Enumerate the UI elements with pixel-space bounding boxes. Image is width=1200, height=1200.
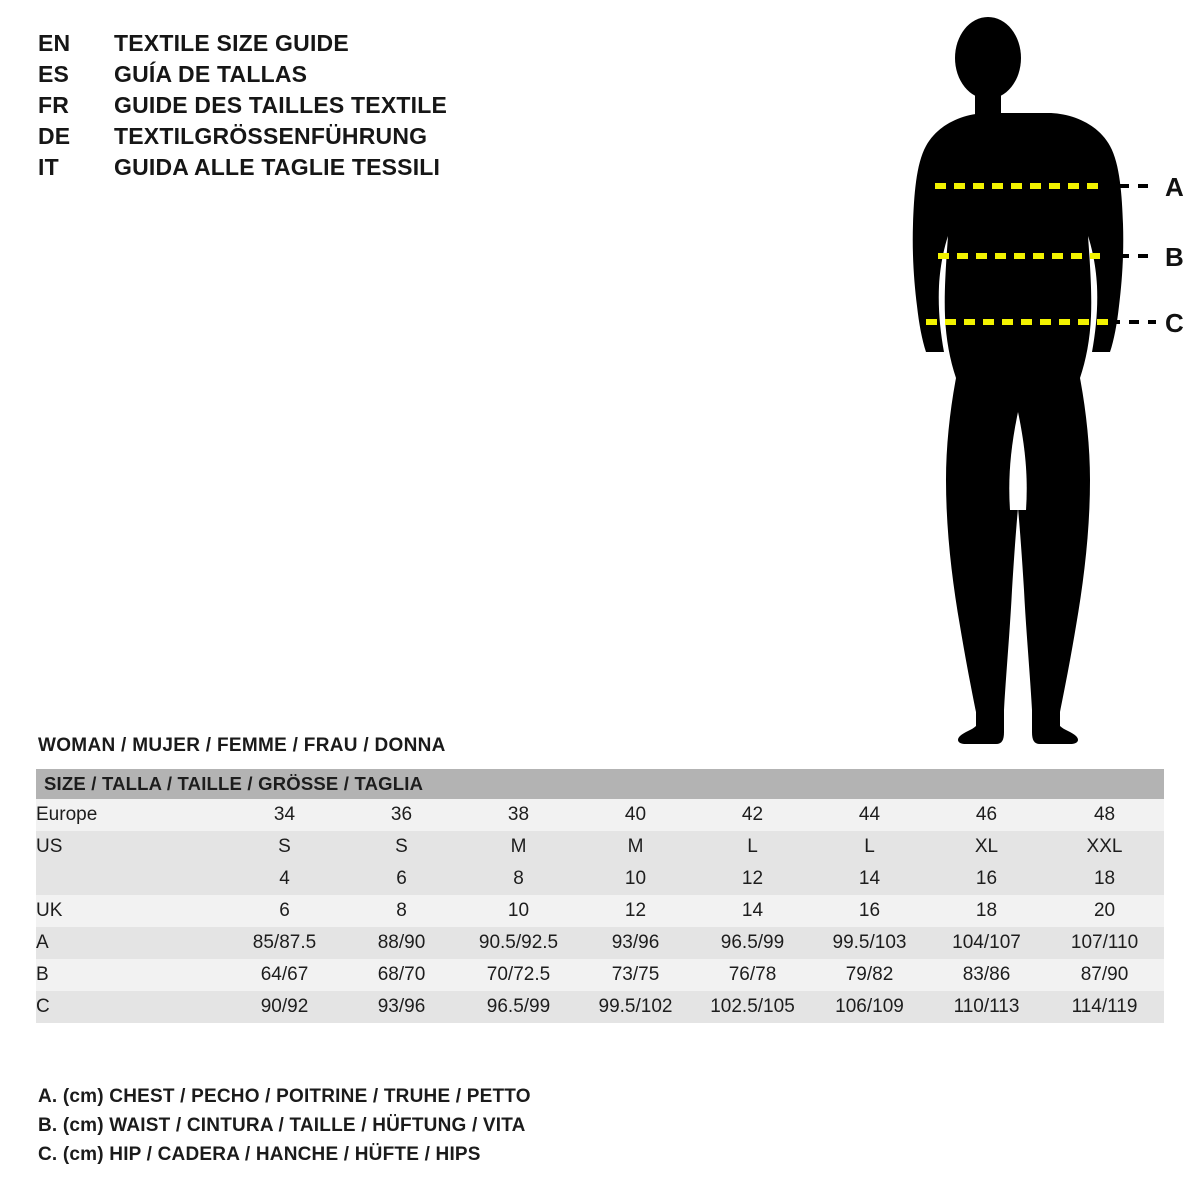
table-cell: L xyxy=(694,831,811,863)
table-cell: 90/92 xyxy=(226,991,343,1023)
table-cell: 10 xyxy=(460,895,577,927)
table-cell: 20 xyxy=(1045,895,1164,927)
language-row xyxy=(38,123,558,154)
table-cell: 87/90 xyxy=(1045,959,1164,991)
language-title: TEXTILE SIZE GUIDE xyxy=(114,30,349,56)
body-diagram xyxy=(860,10,1190,750)
language-header-block xyxy=(38,30,558,185)
table-cell: 102.5/105 xyxy=(694,991,811,1023)
table-cell: M xyxy=(577,831,694,863)
table-cell: 36 xyxy=(343,799,460,831)
table-cell: 93/96 xyxy=(577,927,694,959)
table-cell: 42 xyxy=(694,799,811,831)
table-cell: 99.5/102 xyxy=(577,991,694,1023)
table-cell: 8 xyxy=(460,863,577,895)
language-code: ES xyxy=(38,61,70,87)
table-cell: 14 xyxy=(811,863,928,895)
language-title: GUIDE DES TAILLES TEXTILE xyxy=(114,92,447,118)
table-cell: XL xyxy=(928,831,1045,863)
table-cell: M xyxy=(460,831,577,863)
table-cell: 18 xyxy=(1045,863,1164,895)
table-cell: 73/75 xyxy=(577,959,694,991)
table-cell: 8 xyxy=(343,895,460,927)
table-row xyxy=(36,927,1164,959)
footnote-chest: A. (cm) CHEST / PECHO / POITRINE / TRUHE / PETTO xyxy=(38,1086,531,1107)
language-row xyxy=(38,61,558,92)
table-cell: 85/87.5 xyxy=(226,927,343,959)
table-cell: 40 xyxy=(577,799,694,831)
size-table-section xyxy=(36,735,1164,1023)
language-title: GUÍA DE TALLAS xyxy=(114,61,308,87)
table-cell: 110/113 xyxy=(928,991,1045,1023)
footnote-waist: B. (cm) WAIST / CINTURA / TAILLE / HÜFTUNG / VITA xyxy=(38,1115,526,1136)
table-cell: 4 xyxy=(226,863,343,895)
table-cell: 46 xyxy=(928,799,1045,831)
table-cell: 96.5/99 xyxy=(694,927,811,959)
female-silhouette-icon xyxy=(913,17,1124,744)
table-caption: WOMAN / MUJER / FEMME / FRAU / DONNA xyxy=(38,735,446,756)
table-cell: 14 xyxy=(694,895,811,927)
table-row xyxy=(36,831,1164,863)
table-cell: 104/107 xyxy=(928,927,1045,959)
table-cell: 99.5/103 xyxy=(811,927,928,959)
table-cell: 12 xyxy=(694,863,811,895)
marker-label-b: B xyxy=(1165,242,1184,272)
row-label xyxy=(36,863,226,895)
language-code: EN xyxy=(38,30,71,56)
table-cell: 70/72.5 xyxy=(460,959,577,991)
table-cell: 107/110 xyxy=(1045,927,1164,959)
row-label: A xyxy=(36,927,226,959)
table-cell: 68/70 xyxy=(343,959,460,991)
language-code: IT xyxy=(38,154,59,180)
row-label: Europe xyxy=(36,799,226,831)
table-cell: 38 xyxy=(460,799,577,831)
row-label: UK xyxy=(36,895,226,927)
table-cell: S xyxy=(343,831,460,863)
marker-label-a: A xyxy=(1165,172,1184,202)
language-row xyxy=(38,154,558,185)
language-code: DE xyxy=(38,123,71,149)
table-cell: 90.5/92.5 xyxy=(460,927,577,959)
table-row xyxy=(36,895,1164,927)
table-cell: 106/109 xyxy=(811,991,928,1023)
table-cell: 79/82 xyxy=(811,959,928,991)
table-cell: 6 xyxy=(343,863,460,895)
language-code: FR xyxy=(38,92,70,118)
table-header-label: SIZE / TALLA / TAILLE / GRÖSSE / TAGLIA xyxy=(36,769,1164,799)
row-label: B xyxy=(36,959,226,991)
table-header-row xyxy=(36,769,1164,799)
table-cell: XXL xyxy=(1045,831,1164,863)
table-cell: 18 xyxy=(928,895,1045,927)
table-row xyxy=(36,863,1164,895)
table-cell: 34 xyxy=(226,799,343,831)
row-label: C xyxy=(36,991,226,1023)
footnote-hip: C. (cm) HIP / CADERA / HANCHE / HÜFTE / HIPS xyxy=(38,1144,481,1165)
table-cell: 12 xyxy=(577,895,694,927)
table-cell: 76/78 xyxy=(694,959,811,991)
marker-label-c: C xyxy=(1165,308,1184,338)
table-cell: 93/96 xyxy=(343,991,460,1023)
table-cell: 88/90 xyxy=(343,927,460,959)
language-row xyxy=(38,30,558,61)
table-row xyxy=(36,991,1164,1023)
table-row xyxy=(36,799,1164,831)
table-cell: 44 xyxy=(811,799,928,831)
table-cell: 16 xyxy=(928,863,1045,895)
table-cell: 48 xyxy=(1045,799,1164,831)
row-label: US xyxy=(36,831,226,863)
footnotes-block xyxy=(38,1086,738,1173)
table-cell: 83/86 xyxy=(928,959,1045,991)
table-cell: 96.5/99 xyxy=(460,991,577,1023)
language-title: TEXTILGRÖSSENFÜHRUNG xyxy=(114,123,428,149)
table-cell: 6 xyxy=(226,895,343,927)
table-cell: 64/67 xyxy=(226,959,343,991)
table-cell: 10 xyxy=(577,863,694,895)
table-cell: L xyxy=(811,831,928,863)
size-table xyxy=(36,769,1164,1023)
language-title: GUIDA ALLE TAGLIE TESSILI xyxy=(114,154,441,180)
table-cell: 16 xyxy=(811,895,928,927)
language-row xyxy=(38,92,558,123)
table-cell: S xyxy=(226,831,343,863)
table-row xyxy=(36,959,1164,991)
table-cell: 114/119 xyxy=(1045,991,1164,1023)
